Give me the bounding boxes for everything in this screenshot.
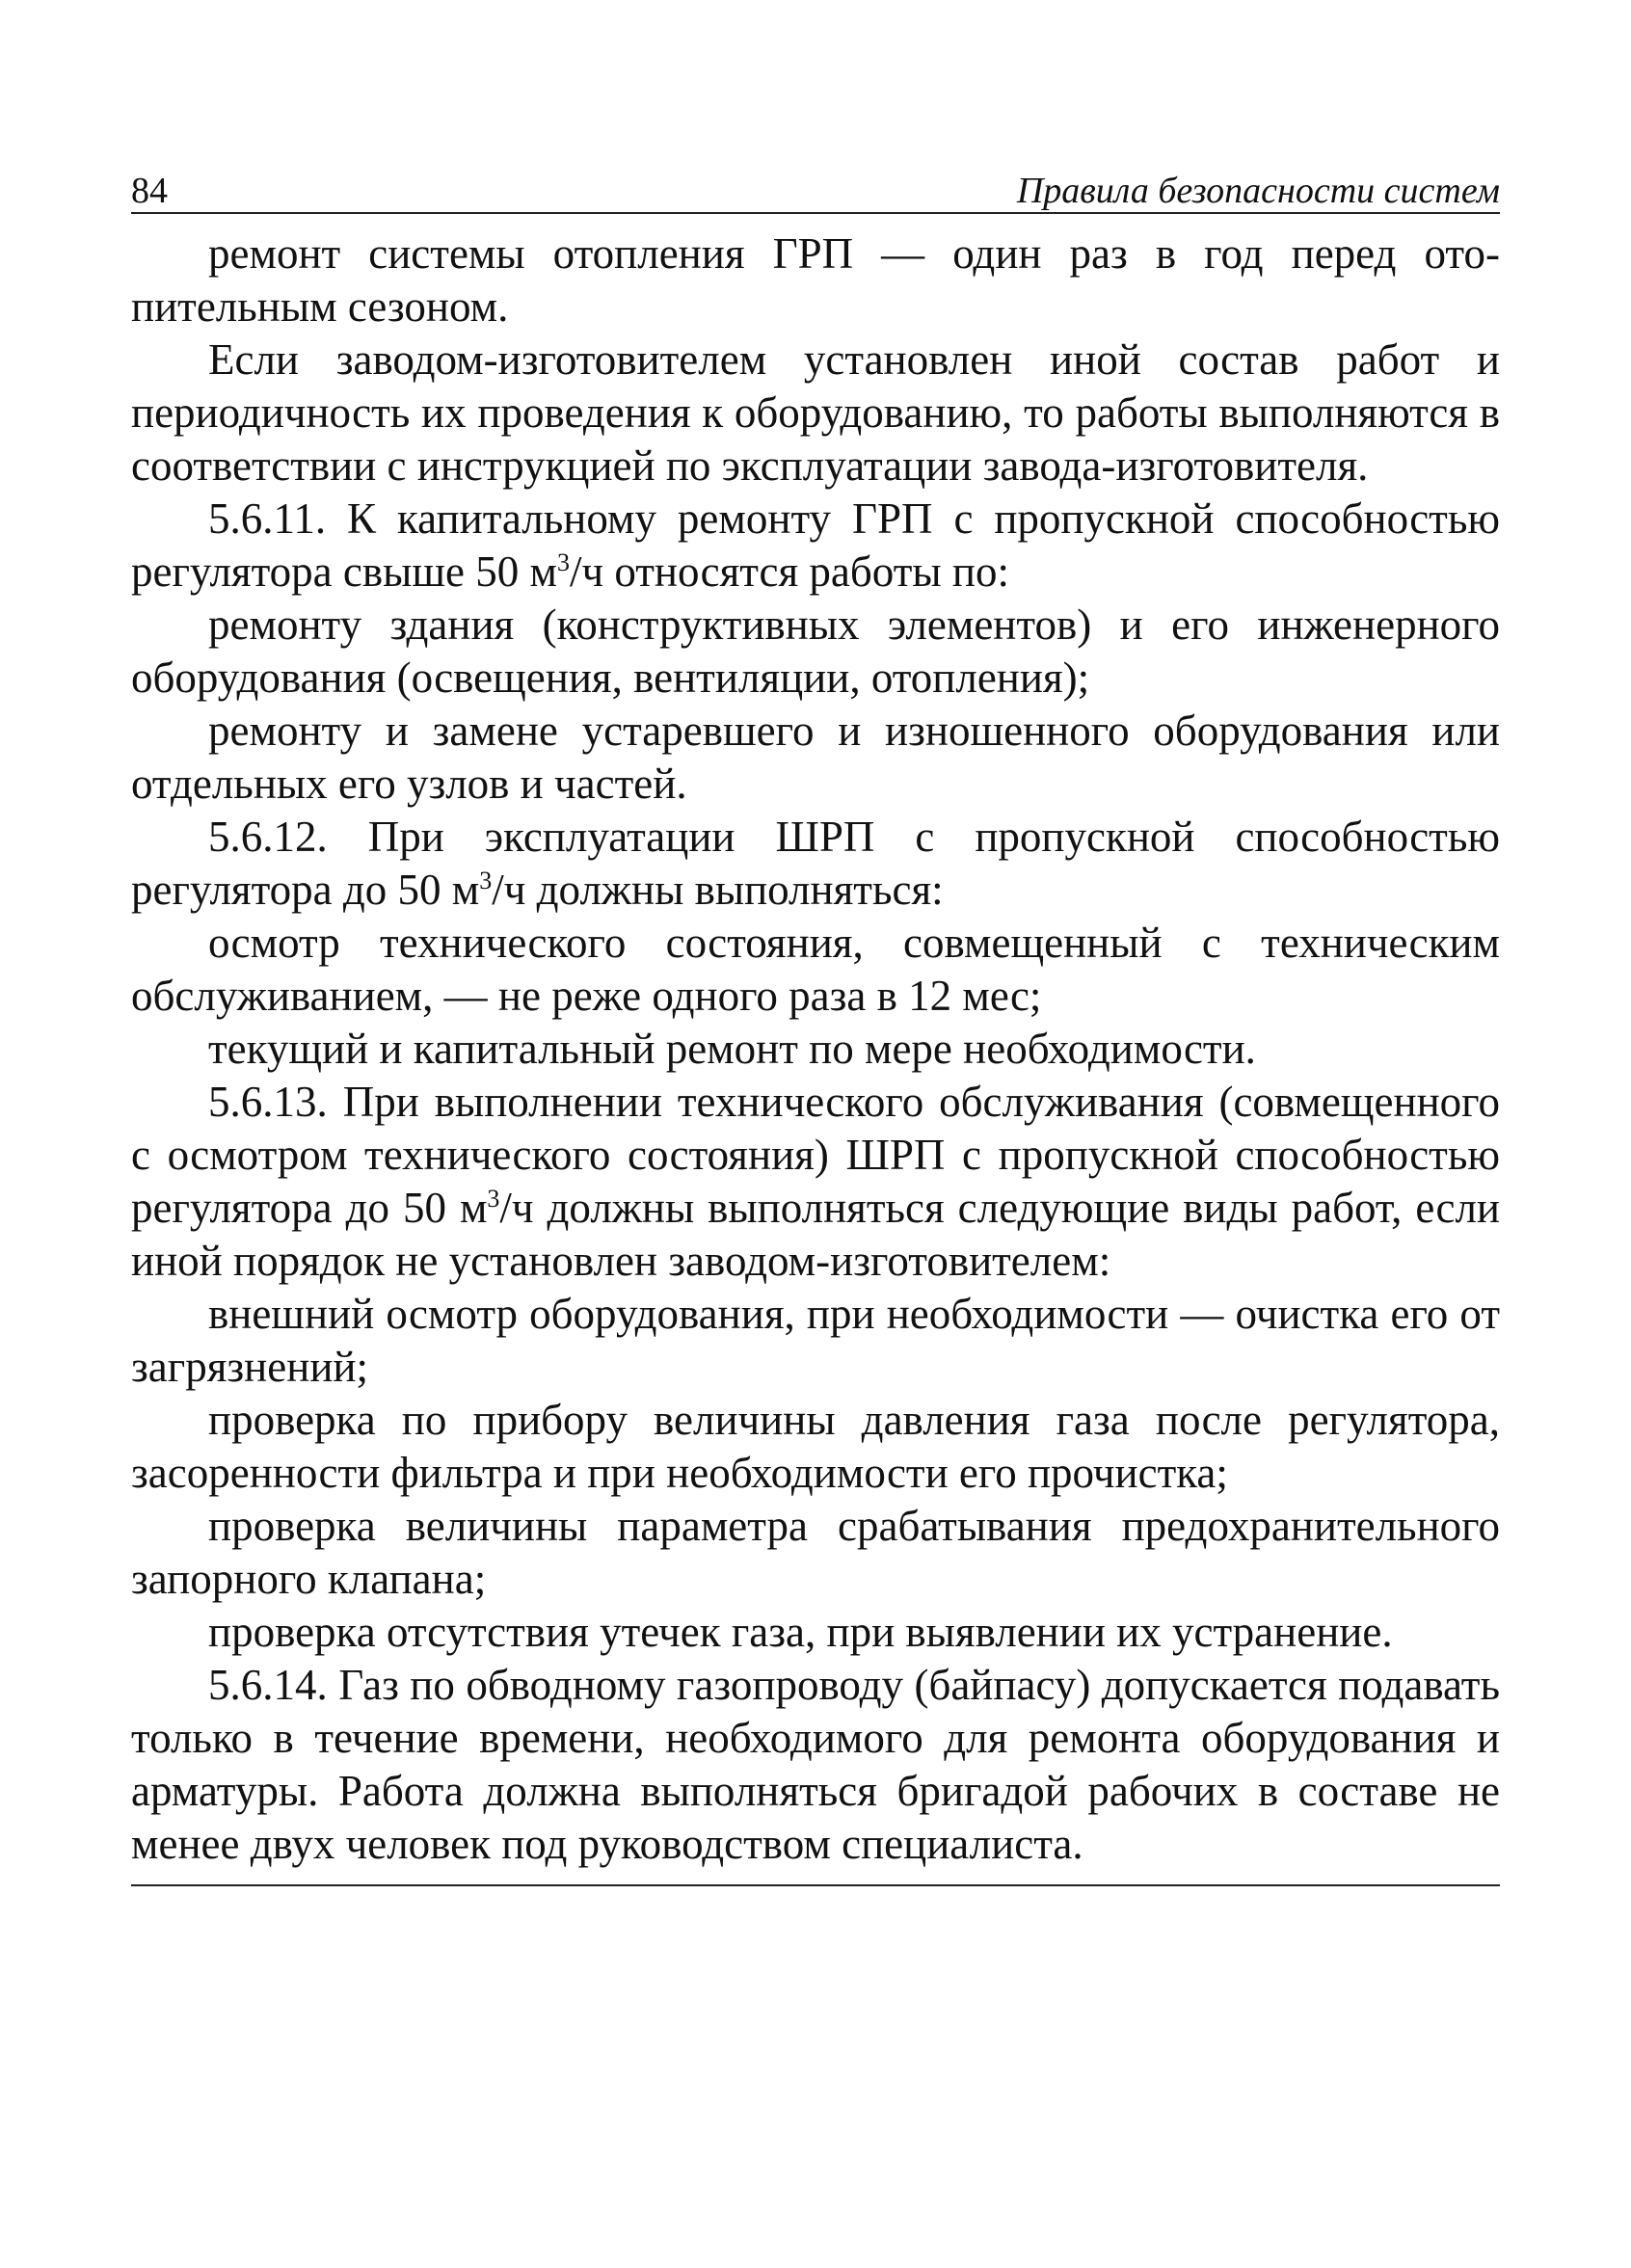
list-item: текущий и капитальный ремонт по мере необходимости. (208, 1025, 1256, 1073)
list-item: проверка по прибору величины давления газа после регулятора, засоренности фильтра и при необходимости его прочистка; (131, 1396, 1500, 1497)
list-item: проверка величины параметра срабатывания предохранительного запорного клапана; (131, 1502, 1500, 1603)
list-item: осмотр технического состояния, совмещенный с техническим обслуживанием, — не реже одного раза в 12 мес; (131, 919, 1500, 1020)
list-item: ремонту здания (конструктивных элементов) и его инженерного оборудования (освещения, вентиляции, отопления); (131, 600, 1500, 702)
paragraph-5-6-13: 5.6.13. При выполнении технического обслуживания (совмещенного с осмотром технического состояния) ШРП с пропускной способностью регулятора до 50 $м^3/ч$ должны выполняться следующие виды работ, если иной порядок не установлен заводом-изготовителем: (131, 1078, 1500, 1285)
paragraph: ремонт системы отопления ГРП — один раз в год перед отопительным сезоном. (131, 229, 1500, 331)
book-page (131, 162, 1500, 1886)
bottom-divider (131, 1884, 1500, 1886)
paragraph: Если заводом-изготовителем установлен иной состав работ и периодичность их проведения к оборудованию, то работы выполняются в соответствии с инструкцией по эксплуатации завода-изготовителя. (131, 335, 1500, 490)
list-item: внешний осмотр оборудования, при необходимости — очистка его от загрязнений; (131, 1290, 1500, 1391)
list-item: ремонту и замене устаревшего и изношенного оборудования или отдельных его узлов и частей. (131, 707, 1500, 808)
list-item: проверка отсутствия утечек газа, при выявлении их устранение. (208, 1608, 1393, 1656)
paragraph-5-6-12: 5.6.12. При эксплуатации ШРП с пропускной способностью регулятора до 50 $м^3/ч$ должны выполняться: (131, 813, 1500, 914)
superscript: 3 (487, 1185, 500, 1213)
body-text (131, 227, 1500, 1871)
running-header (131, 162, 1500, 214)
page-number: 84 (131, 171, 168, 211)
running-title: Правила безопасности систем (1016, 171, 1500, 211)
paragraph-5-6-11: 5.6.11. К капитальному ремонту ГРП с пропускной способностью регулятора свыше 50 $м^3/ч$ относятся работы по: (131, 494, 1500, 596)
paragraph-5-6-14: 5.6.14. Газ по обводному газопроводу (байпасу) допускается подавать только в течение времени, необходимого для ремонта оборудования и арматуры. Работа должна выполняться бригадой рабочих в составе не менее двух человек под руководством специалиста. (131, 1661, 1500, 1868)
superscript: 3 (556, 548, 570, 576)
superscript: 3 (479, 867, 493, 894)
